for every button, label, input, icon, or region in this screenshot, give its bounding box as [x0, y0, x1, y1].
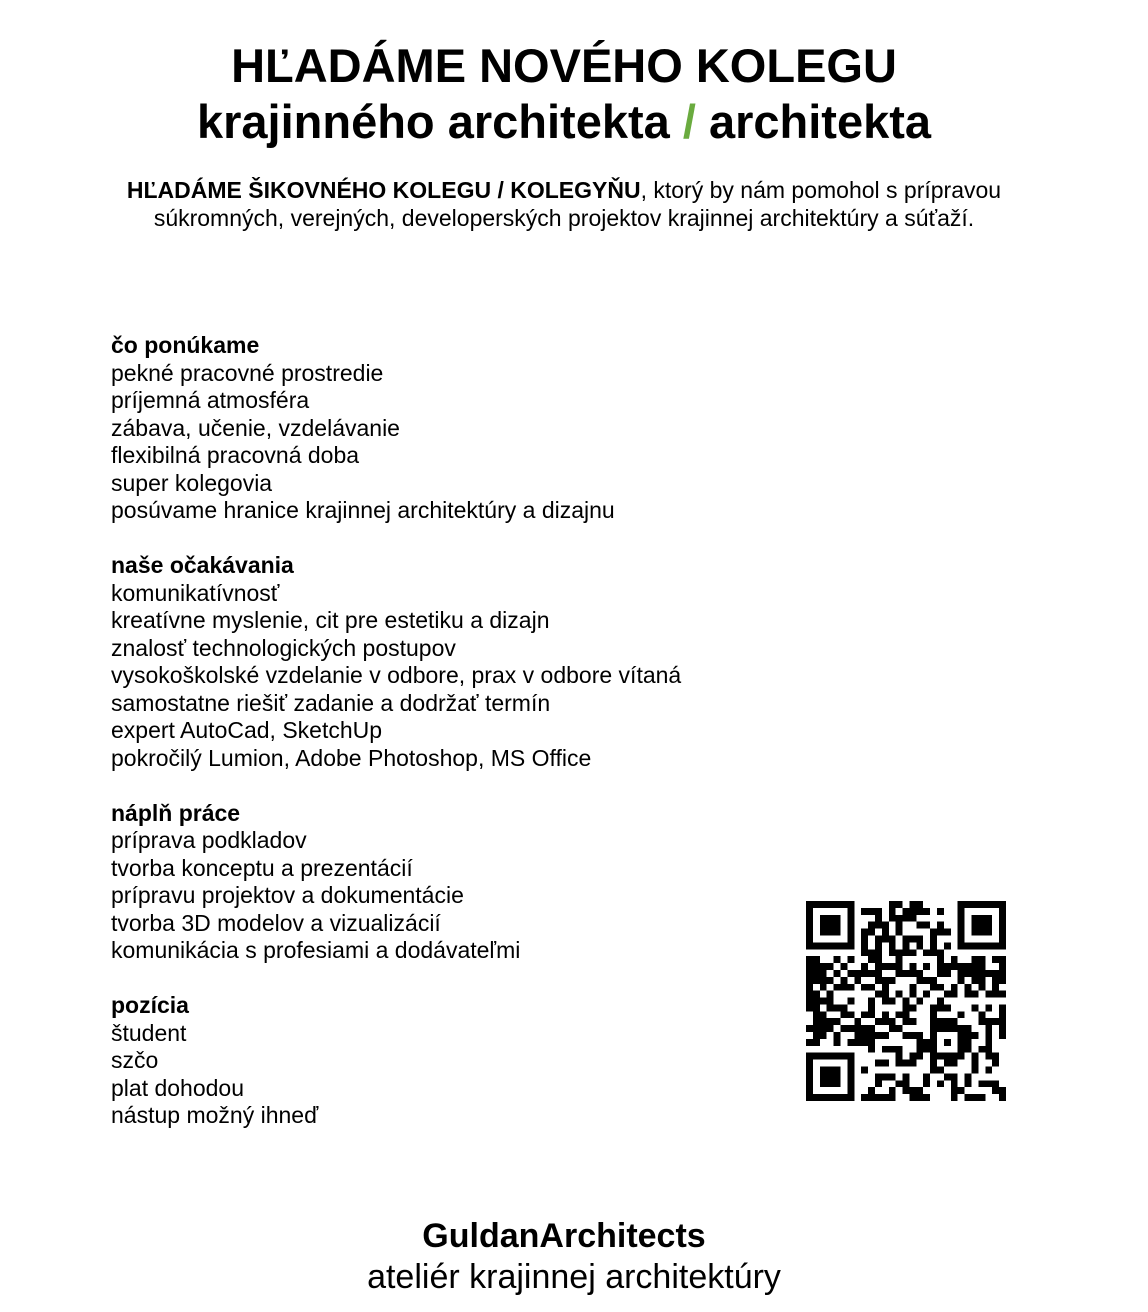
qr-code-icon[interactable] [806, 901, 1006, 1101]
section-job-duties [111, 800, 771, 965]
footer-brand: GuldanArchitects [422, 1217, 706, 1255]
subtitle-role-architect: architekta [708, 95, 932, 148]
list-item: prípravu projektov a dokumentácie [111, 882, 464, 908]
section-heading: čo ponúkame [111, 332, 260, 358]
subtitle-slash: / [682, 95, 696, 148]
list-item: znalosť technologických postupov [111, 634, 456, 661]
list-item: príjemná atmosféra [111, 387, 310, 413]
list-item: komunikatívnosť [111, 579, 280, 606]
list-item: super kolegovia [111, 469, 273, 496]
section-list [111, 360, 771, 525]
section-expectations [111, 552, 771, 772]
page-subtitle [0, 94, 1128, 150]
list-item: pokročilý Lumion, Adobe Photoshop, MS Office [111, 744, 592, 771]
list-item: tvorba konceptu a prezentácií [111, 854, 413, 881]
list-item: szčo [111, 1047, 159, 1073]
sections-container [111, 332, 771, 1157]
list-item: flexibilná pracovná doba [111, 442, 360, 468]
list-item: samostatne riešiť zadanie a dodržať termín [111, 689, 551, 716]
list-item: expert AutoCad, SketchUp [111, 717, 383, 743]
intro-paragraph [110, 177, 1018, 232]
list-item: plat dohodou [111, 1074, 245, 1101]
section-heading: pozícia [111, 992, 189, 1018]
list-item: kreatívne myslenie, cit pre estetiku a dizajn [111, 607, 550, 633]
list-item: vysokoškolské vzdelanie v odbore, prax v odbore vítaná [111, 662, 682, 688]
intro-strong: HĽADÁME ŠIKOVNÉHO KOLEGU / KOLEGYŇU [126, 177, 641, 203]
section-list [111, 1020, 771, 1130]
list-item: študent [111, 1019, 187, 1046]
section-heading: naše očakávania [111, 552, 294, 578]
list-item: tvorba 3D modelov a vizualizácií [111, 909, 441, 936]
list-item: posúvame hranice krajinnej architektúry a dizajnu [111, 497, 615, 523]
list-item: pekné pracovné prostredie [111, 359, 384, 386]
list-item: nástup možný ihneď [111, 1102, 319, 1128]
intro-rest: , ktorý by nám pomohol s prípravou súkromných, verejných, developerských projektov krajinnej architektúry a súťaží. [153, 177, 1002, 231]
section-offer [111, 332, 771, 525]
subtitle-role-landscape: krajinného architekta [196, 95, 670, 148]
list-item: príprava podkladov [111, 827, 307, 853]
list-item: komunikácia s profesiami a dodávateľmi [111, 937, 521, 963]
page-title: HĽADÁME NOVÉHO KOLEGU [231, 39, 897, 92]
section-list [111, 827, 771, 965]
section-position [111, 992, 771, 1130]
footer-tagline: ateliér krajinnej architektúry [367, 1258, 781, 1296]
section-list [111, 580, 771, 773]
section-heading: náplň práce [111, 799, 241, 826]
list-item: zábava, učenie, vzdelávanie [111, 414, 400, 441]
